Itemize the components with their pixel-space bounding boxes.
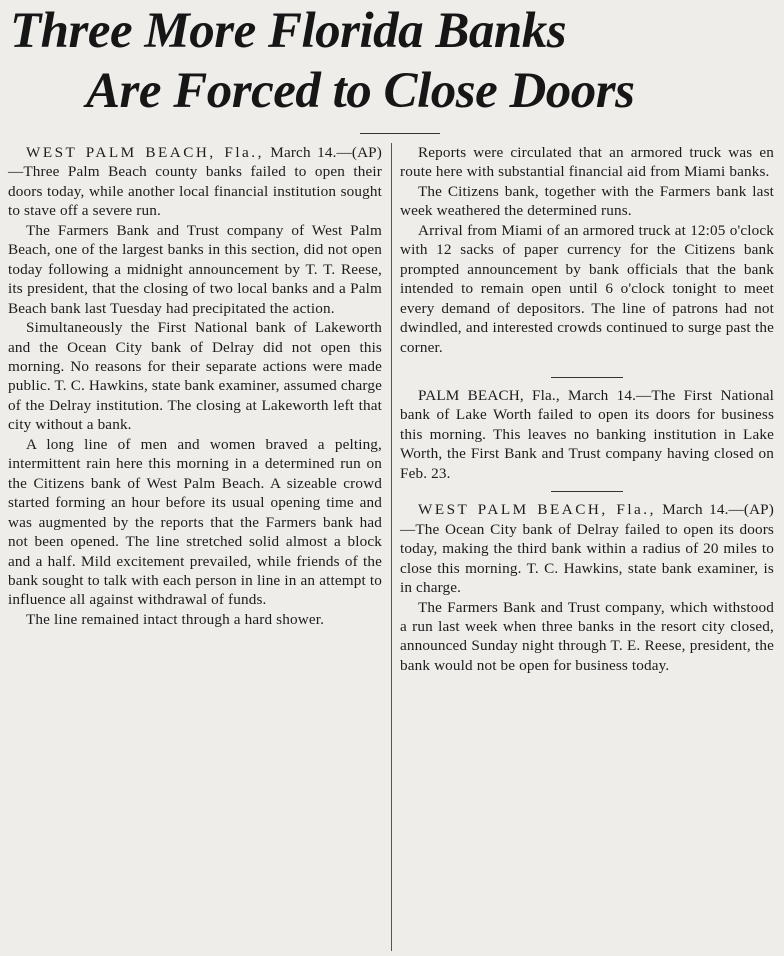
paragraph: PALM BEACH, Fla., March 14.—The First National bank of Lake Worth failed to open its doors for business this morning. This leaves no banking institution in Lake Worth, the First Bank and Trust company having closed on Feb. 23.	[400, 386, 774, 482]
paragraph: Reports were circulated that an armored truck was en route here with substantial financial aid from Miami banks.	[400, 144, 774, 181]
paragraph: The Farmers Bank and Trust company, which withstood a run last week when three banks in the resort city closed, announced Sunday night through T. E. Reese, president, the bank would not be open for business today.	[400, 598, 774, 674]
paragraph-text: March 14.—(AP)—The Ocean City bank of Delray failed to open its doors today, making the third bank within a radius of 20 miles to close this morning. T. C. Hawkins, state bank examiner, is in charge.	[400, 501, 774, 597]
right-column	[400, 143, 774, 675]
paragraph: The Farmers Bank and Trust company of West Palm Beach, one of the largest banks in this section, did not open today following a midnight announcement by T. T. Reese, its president, that the closing of two local banks and a Palm Beach bank last Tuesday had precipitated the action.	[8, 221, 382, 317]
paragraph: Simultaneously the First National bank of Lakeworth and the Ocean City bank of Delray did not open this morning. No reasons for their separate actions were made public. T. C. Hawkins, state bank examiner, assumed charge of the Delray institution. The closing at Lakeworth left that city without a bank.	[8, 319, 382, 434]
headline-line-2: Are Forced to Close Doors	[86, 63, 635, 119]
headline	[0, 0, 784, 128]
paragraph	[400, 500, 774, 597]
left-column	[8, 143, 382, 629]
paragraph-text: March 14.—(AP)—Three Palm Beach county banks failed to open their doors today, while another local financial institution sought to stave off a severe run.	[8, 144, 382, 220]
headline-line-1: Three More Florida Banks	[10, 3, 567, 59]
paragraph: The Citizens bank, together with the Farmers bank last week weathered the determined runs.	[400, 182, 774, 220]
column-divider	[391, 143, 392, 951]
dateline: WEST PALM BEACH, Fla.,	[418, 501, 656, 519]
paragraph: The line remained intact through a hard shower.	[26, 610, 325, 628]
paragraph: Arrival from Miami of an armored truck at 12:05 o'clock with 12 sacks of paper currency for the Citizens bank prompted announcement by bank officials that the bank intended to remain open until 6 o'clock tonight to meet every demand of depositors. The line of patrons had not dwindled, and interested crowds continued to surge past the corner.	[400, 221, 774, 356]
headline-rule	[360, 133, 440, 134]
paragraph	[8, 143, 382, 221]
dateline: WEST PALM BEACH, Fla.,	[26, 144, 264, 161]
paragraph: A long line of men and women braved a pelting, intermittent rain here this morning in a determined run on the Citizens bank of West Palm Beach. A sizeable crowd started forming an hour before its usual opening time and was augmented by the reports that the Farmers bank had not been opened. The line stretched solid almost a block and a half. Mild excitement prevailed, while friends of the bank sought to talk with each person in line in an attempt to influence all against withdrawal of funds.	[8, 435, 382, 609]
